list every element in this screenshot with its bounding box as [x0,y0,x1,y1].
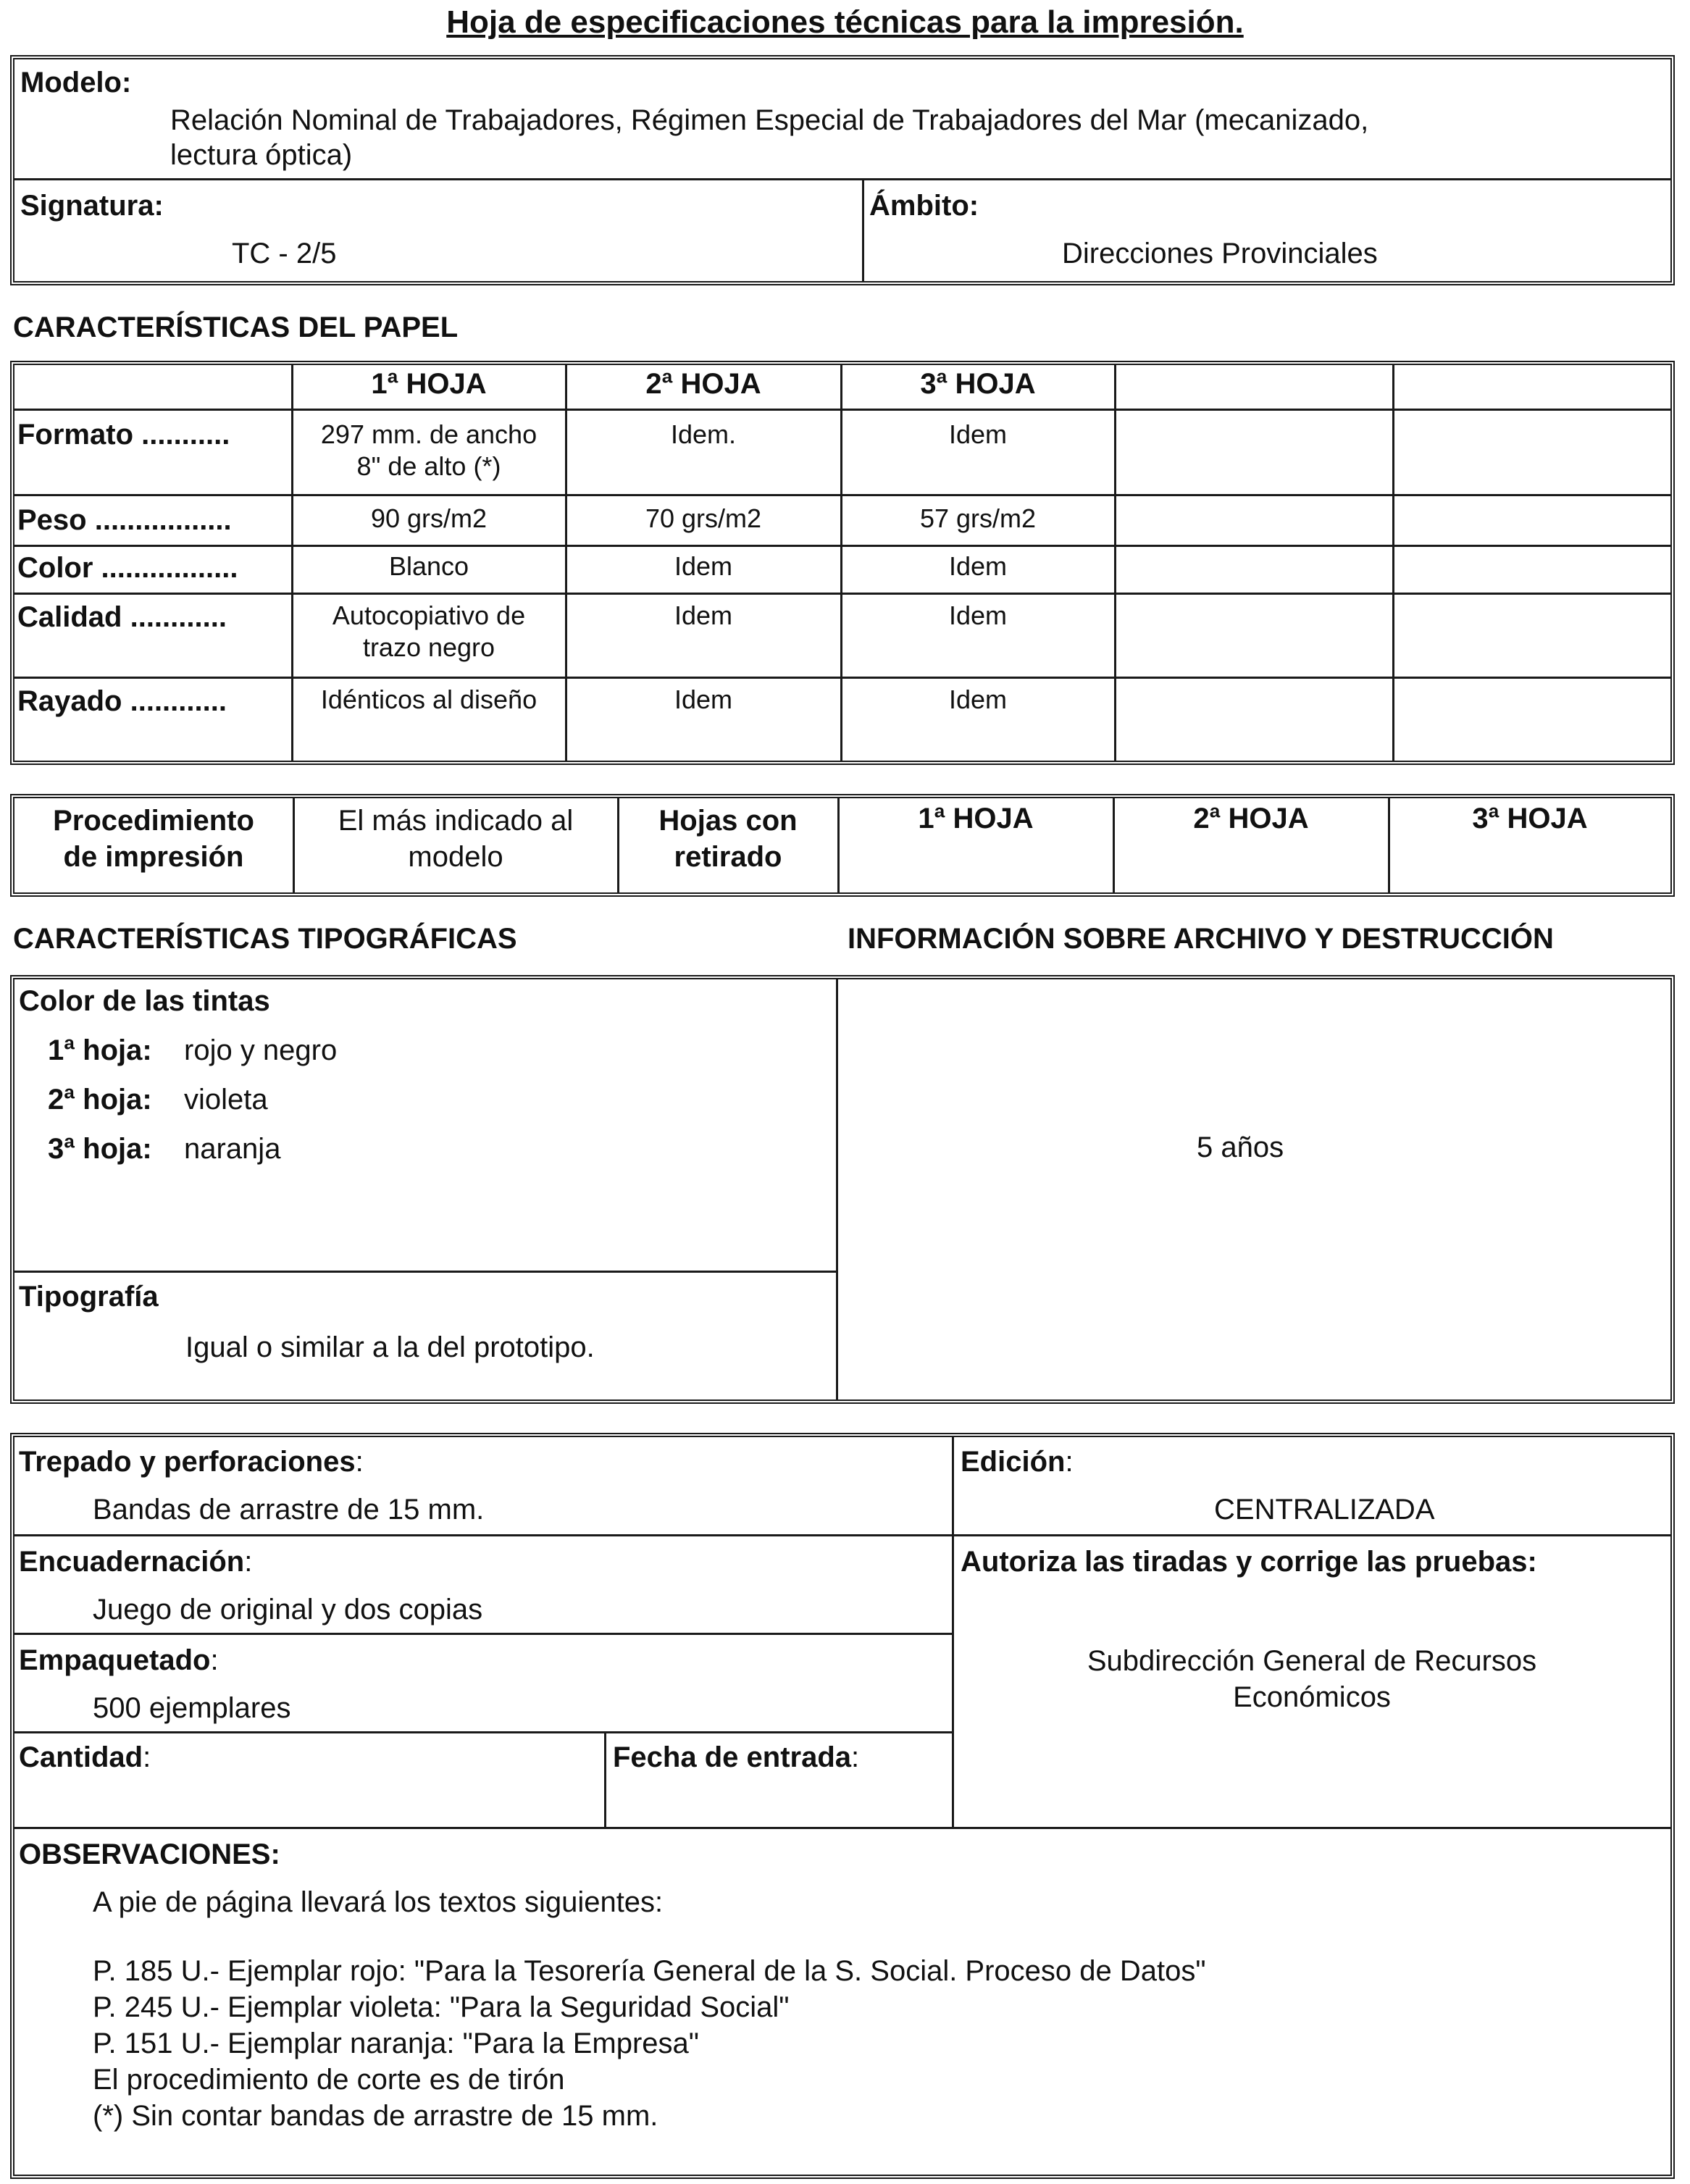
divider [14,1827,1670,1829]
modelo-label: Modelo: [20,67,132,99]
ink-label: 3ª hoja: [48,1133,152,1165]
papel-cell: Idem [948,685,1008,714]
ink-label: 1ª hoja: [48,1034,152,1066]
ambito-label: Ámbito: [869,190,979,222]
colon: : [210,1644,219,1676]
hojas-retirado-line2: retirado [674,841,782,873]
observaciones-line: El procedimiento de corte es de tirón [93,2064,565,2096]
fecha-label: Fecha de entrada [613,1741,852,1773]
observaciones-label: OBSERVACIONES: [19,1838,280,1870]
divider [14,1534,1670,1536]
autoriza-value-line1: Subdirección General de Recursos [1087,1645,1537,1677]
encuadernacion-field [19,1546,252,1578]
papel-heading: CARACTERÍSTICAS DEL PAPEL [13,311,459,343]
colon: : [851,1741,860,1773]
divider [14,1271,837,1273]
modelo-value-line2: lectura óptica) [170,139,353,171]
trepado-field [19,1446,364,1478]
divider [14,1633,953,1635]
papel-col-2: 2ª HOJA [645,368,761,400]
observaciones-lines [93,1953,1206,2134]
observaciones-intro: A pie de página llevará los textos siguientes: [93,1886,664,1918]
ink-value: naranja [184,1133,281,1165]
color-tintas-label: Color de las tintas [19,985,270,1017]
procedimiento-value [294,803,617,875]
papel-col-1: 1ª HOJA [371,368,487,400]
papel-cell: Idem [674,685,733,714]
tipografia-label: Tipografía [19,1281,159,1313]
papel-cell: 57 grs/m2 [919,503,1037,533]
divider [836,979,838,1399]
procedimiento-value-line2: modelo [408,841,503,873]
papel-cell: 90 grs/m2 [370,503,488,533]
papel-cell: Idem [674,551,733,581]
divider [862,178,864,283]
divider [14,178,1670,180]
procedimiento-h2: 2ª HOJA [1193,803,1309,834]
observaciones-line: P. 185 U.- Ejemplar rojo: "Para la Tesorería General de la S. Social. Proceso de Datos" [93,1955,1206,1987]
papel-cell: Idem [948,551,1008,581]
cantidad-label: Cantidad [19,1741,143,1773]
procedimiento-label [14,803,293,875]
papel-col-3: 3ª HOJA [920,368,1036,400]
observaciones-line: P. 151 U.- Ejemplar naranja: "Para la Empresa" [93,2028,699,2059]
divider [1114,365,1116,761]
cantidad-field [19,1741,151,1774]
fecha-field [613,1741,859,1774]
edicion-field [961,1446,1074,1478]
papel-cell: Idem [948,419,1008,449]
papel-cell: Blanco [388,551,469,581]
papel-cell: Idem. [670,419,737,449]
colon: : [355,1446,364,1478]
trepado-value: Bandas de arrastre de 15 mm. [93,1494,485,1526]
colon: : [143,1741,151,1773]
papel-cell: Autocopiativo de trazo negro [332,601,526,662]
papel-cell: Idénticos al diseño [320,685,537,714]
papel-cell: Idem [948,601,1008,630]
colon: : [1065,1446,1074,1478]
encuadernacion-value: Juego de original y dos copias [93,1594,483,1626]
empaquetado-field [19,1644,219,1677]
divider [604,1731,606,1828]
papel-row-label: Formato ........... [17,419,230,451]
ink-value: rojo y negro [184,1034,338,1066]
signatura-value: TC - 2/5 [232,238,337,269]
empaquetado-label: Empaquetado [19,1644,211,1676]
autoriza-value-line2: Económicos [1233,1681,1391,1713]
archivo-value: 5 años [1197,1131,1284,1163]
divider [14,494,1670,496]
divider [14,545,1670,547]
archivo-heading: INFORMACIÓN SOBRE ARCHIVO Y DESTRUCCIÓN [848,923,1554,955]
procedimiento-h1: 1ª HOJA [918,803,1034,834]
hojas-retirado-line1: Hojas con [658,805,798,837]
papel-row-label: Calidad ............ [17,601,227,633]
modelo-value-line1: Relación Nominal de Trabajadores, Régimen Especial de Trabajadores del Mar (mecanizado, [170,104,1369,136]
procedimiento-label-line2: de impresión [63,841,244,873]
edicion-label: Edición [961,1446,1066,1478]
procedimiento-h3: 3ª HOJA [1472,803,1588,834]
divider [1392,365,1394,761]
hojas-retirado-label [619,803,837,875]
ink-label: 2ª hoja: [48,1084,152,1116]
ink-value: violeta [184,1084,268,1116]
divider [14,409,1670,411]
papel-row-label: Color ................. [17,552,238,584]
papel-cell: Idem [674,601,733,630]
signatura-label: Signatura: [20,190,164,222]
tipograficas-heading: CARACTERÍSTICAS TIPOGRÁFICAS [13,923,517,955]
empaquetado-value: 500 ejemplares [93,1692,291,1724]
papel-row-label: Rayado ............ [17,685,227,717]
divider [14,677,1670,679]
encuadernacion-label: Encuadernación [19,1546,245,1578]
ambito-value: Direcciones Provinciales [1062,238,1378,269]
divider [14,593,1670,595]
edicion-value: CENTRALIZADA [1214,1494,1435,1526]
colon: : [244,1546,253,1578]
procedimiento-label-line1: Procedimiento [53,805,254,837]
papel-cell: 297 mm. de ancho 8" de alto (*) [320,419,537,481]
tipografia-value: Igual o similar a la del prototipo. [185,1331,595,1363]
page-title: Hoja de especificaciones técnicas para la impresión. [446,4,1244,40]
papel-row-label: Peso ................. [17,504,232,536]
autoriza-value [955,1643,1669,1715]
trepado-label: Trepado y perforaciones [19,1446,356,1478]
divider [14,1731,953,1733]
papel-cell: 70 grs/m2 [645,503,762,533]
observaciones-line: (*) Sin contar bandas de arrastre de 15 mm. [93,2100,658,2132]
observaciones-line: P. 245 U.- Ejemplar violeta: "Para la Seguridad Social" [93,1991,790,2023]
autoriza-label: Autoriza las tiradas y corrige las pruebas: [961,1546,1537,1578]
procedimiento-value-line1: El más indicado al [338,805,574,837]
